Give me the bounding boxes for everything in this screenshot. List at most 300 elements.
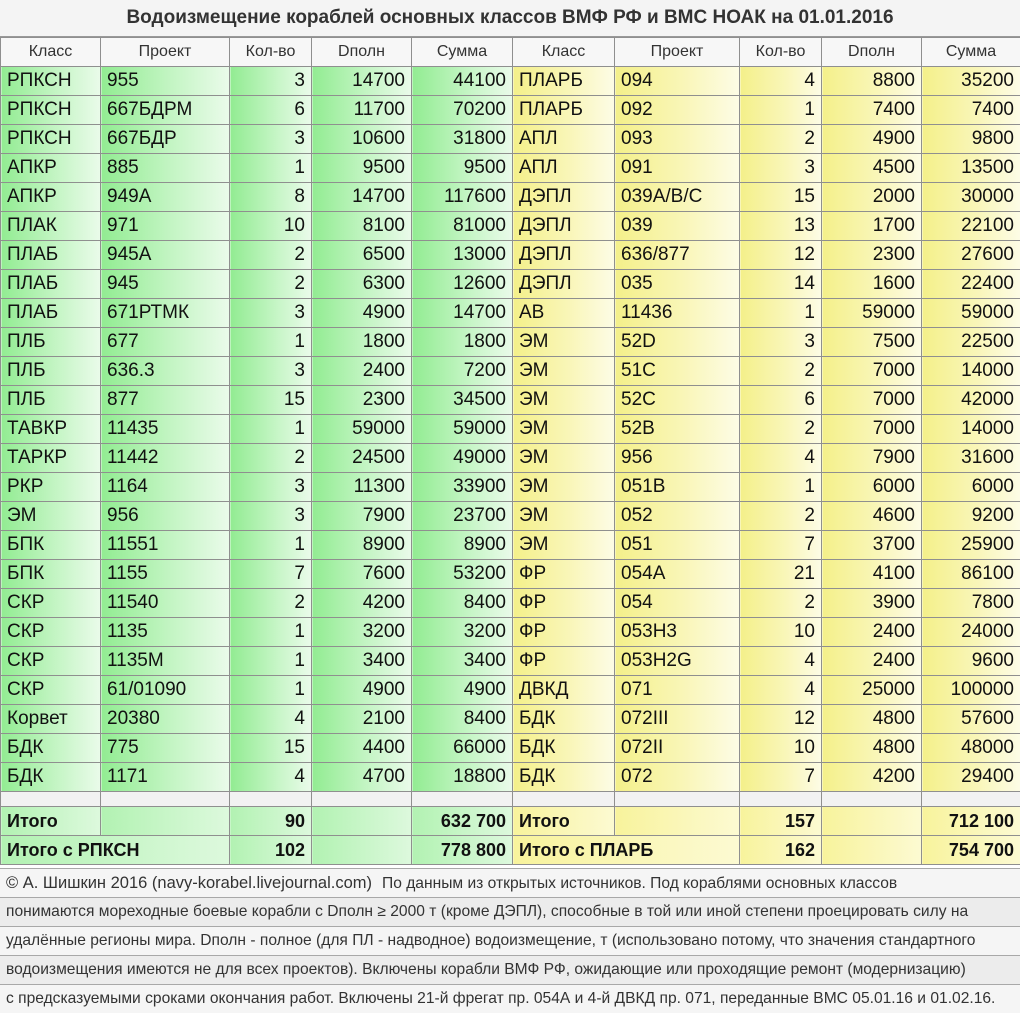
table-row <box>1 560 1020 589</box>
russia-displacement-cell: 4900 <box>312 299 412 328</box>
russia-sum-cell: 14700 <box>412 299 513 328</box>
russia-sum-cell: 70200 <box>412 96 513 125</box>
china-project-cell: 039 <box>615 212 740 241</box>
china-sum-cell: 9600 <box>922 647 1020 676</box>
china-project-cell: 093 <box>615 125 740 154</box>
total-with-ssbn-row <box>1 836 1020 865</box>
china-sum-cell: 42000 <box>922 386 1020 415</box>
china-count-cell: 7 <box>740 531 822 560</box>
russia-project-cell: 945А <box>101 241 230 270</box>
russia-project-cell: 671РТМК <box>101 299 230 328</box>
table-row <box>1 183 1020 212</box>
russia-displacement-cell: 3200 <box>312 618 412 647</box>
china-count-cell: 4 <box>740 676 822 705</box>
table-row <box>1 502 1020 531</box>
russia-displacement-cell: 4200 <box>312 589 412 618</box>
table-row <box>1 531 1020 560</box>
china-project-cell: 072 <box>615 763 740 792</box>
russia-class-cell: СКР <box>1 676 101 705</box>
russia-project-cell: 667БДР <box>101 125 230 154</box>
china-displacement-cell: 7900 <box>822 444 922 473</box>
russia-class-cell: БДК <box>1 763 101 792</box>
china-sum-cell: 22100 <box>922 212 1020 241</box>
china-count-cell: 13 <box>740 212 822 241</box>
header-russia-sum: Сумма <box>412 38 513 67</box>
china-project-cell: 071 <box>615 676 740 705</box>
china-total-count: 157 <box>740 807 822 836</box>
russia-class-cell: БПК <box>1 531 101 560</box>
russia-project-cell: 1171 <box>101 763 230 792</box>
china-count-cell: 6 <box>740 386 822 415</box>
russia-count-cell: 8 <box>230 183 312 212</box>
header-russia-project: Проект <box>101 38 230 67</box>
russia-displacement-cell: 4400 <box>312 734 412 763</box>
china-sum-cell: 35200 <box>922 67 1020 96</box>
china-sum-cell: 9200 <box>922 502 1020 531</box>
china-project-cell: 091 <box>615 154 740 183</box>
china-sum-cell: 13500 <box>922 154 1020 183</box>
china-displacement-cell: 4500 <box>822 154 922 183</box>
russia-count-cell: 15 <box>230 386 312 415</box>
russia-sum-cell: 34500 <box>412 386 513 415</box>
china-class-cell: ЭМ <box>513 357 615 386</box>
china-displacement-cell: 7000 <box>822 357 922 386</box>
china-project-cell: 072II <box>615 734 740 763</box>
russia-sum-cell: 3200 <box>412 618 513 647</box>
china-displacement-cell: 8800 <box>822 67 922 96</box>
russia-displacement-cell: 7600 <box>312 560 412 589</box>
china-class-cell: ПЛАРБ <box>513 67 615 96</box>
russia-sum-cell: 117600 <box>412 183 513 212</box>
china-total-label: Итого <box>513 807 615 836</box>
russia-sum-cell: 44100 <box>412 67 513 96</box>
china-count-cell: 10 <box>740 618 822 647</box>
china-displacement-cell: 7400 <box>822 96 922 125</box>
china-sum-cell: 14000 <box>922 415 1020 444</box>
russia-displacement-cell: 8100 <box>312 212 412 241</box>
russia-count-cell: 6 <box>230 96 312 125</box>
russia-class-cell: СКР <box>1 647 101 676</box>
russia-displacement-cell: 7900 <box>312 502 412 531</box>
china-count-cell: 3 <box>740 328 822 357</box>
russia-sum-cell: 8400 <box>412 589 513 618</box>
russia-sum-cell: 53200 <box>412 560 513 589</box>
table-row <box>1 705 1020 734</box>
russia-sum-cell: 4900 <box>412 676 513 705</box>
china-class-cell: БДК <box>513 763 615 792</box>
displacement-table <box>0 37 1020 865</box>
russia-displacement-cell: 2100 <box>312 705 412 734</box>
china-class-cell: ФР <box>513 589 615 618</box>
table-row <box>1 763 1020 792</box>
china-count-cell: 4 <box>740 647 822 676</box>
header-russia-class: Класс <box>1 38 101 67</box>
russia-project-cell: 1155 <box>101 560 230 589</box>
china-sum-cell: 14000 <box>922 357 1020 386</box>
russia-count-cell: 3 <box>230 299 312 328</box>
china-displacement-cell: 2000 <box>822 183 922 212</box>
header-russia-count: Кол-во <box>230 38 312 67</box>
russia-displacement-cell: 6500 <box>312 241 412 270</box>
russia-count-cell: 2 <box>230 270 312 299</box>
china-count-cell: 10 <box>740 734 822 763</box>
china-class-cell: ЭМ <box>513 531 615 560</box>
russia-project-cell: 667БДРМ <box>101 96 230 125</box>
russia-displacement-cell: 11700 <box>312 96 412 125</box>
russia-class-cell: РПКСН <box>1 67 101 96</box>
china-sum-cell: 25900 <box>922 531 1020 560</box>
china-count-cell: 2 <box>740 589 822 618</box>
china-displacement-cell: 3900 <box>822 589 922 618</box>
russia-sum-cell: 33900 <box>412 473 513 502</box>
china-total-sum: 712 100 <box>922 807 1020 836</box>
russia-displacement-cell: 11300 <box>312 473 412 502</box>
russia-class-cell: ПЛБ <box>1 357 101 386</box>
header-china-count: Кол-во <box>740 38 822 67</box>
totals-body <box>1 792 1020 865</box>
russia-project-cell: 775 <box>101 734 230 763</box>
russia-project-cell: 949А <box>101 183 230 212</box>
russia-total-ssbn-sum: 778 800 <box>412 836 513 865</box>
china-class-cell: АВ <box>513 299 615 328</box>
table-row <box>1 676 1020 705</box>
russia-count-cell: 2 <box>230 444 312 473</box>
russia-total-count: 90 <box>230 807 312 836</box>
russia-project-cell: 1135М <box>101 647 230 676</box>
footnote-text-1: По данным из открытых источников. Под кораблями основных классов <box>382 875 898 892</box>
china-class-cell: БДК <box>513 734 615 763</box>
china-displacement-cell: 59000 <box>822 299 922 328</box>
header-russia-displacement: Dполн <box>312 38 412 67</box>
china-project-cell: 054A <box>615 560 740 589</box>
russia-count-cell: 4 <box>230 763 312 792</box>
china-displacement-cell: 2400 <box>822 618 922 647</box>
china-class-cell: ДЭПЛ <box>513 212 615 241</box>
russia-displacement-cell: 4700 <box>312 763 412 792</box>
russia-class-cell: БДК <box>1 734 101 763</box>
china-sum-cell: 22400 <box>922 270 1020 299</box>
china-displacement-cell: 25000 <box>822 676 922 705</box>
russia-displacement-cell: 14700 <box>312 183 412 212</box>
china-project-cell: 035 <box>615 270 740 299</box>
russia-project-cell: 971 <box>101 212 230 241</box>
china-class-cell: ФР <box>513 647 615 676</box>
table-row <box>1 415 1020 444</box>
russia-count-cell: 1 <box>230 415 312 444</box>
china-displacement-cell: 2300 <box>822 241 922 270</box>
russia-sum-cell: 8900 <box>412 531 513 560</box>
china-displacement-cell: 4100 <box>822 560 922 589</box>
russia-project-cell: 11551 <box>101 531 230 560</box>
china-class-cell: ФР <box>513 618 615 647</box>
china-displacement-cell: 4800 <box>822 705 922 734</box>
china-count-cell: 2 <box>740 125 822 154</box>
russia-total-ssbn-count: 102 <box>230 836 312 865</box>
russia-count-cell: 15 <box>230 734 312 763</box>
russia-class-cell: СКР <box>1 618 101 647</box>
russia-sum-cell: 18800 <box>412 763 513 792</box>
russia-sum-cell: 9500 <box>412 154 513 183</box>
china-class-cell: АПЛ <box>513 125 615 154</box>
china-class-cell: ЭМ <box>513 502 615 531</box>
china-displacement-cell: 6000 <box>822 473 922 502</box>
russia-project-cell: 11442 <box>101 444 230 473</box>
table-row <box>1 386 1020 415</box>
footnote-line-5: с предсказуемыми сроками окончания работ. Включены 21-й фрегат пр. 054А и 4-й ДВКД пр. 071, переданные ВМС 05.01.16 и 01.02.16. <box>0 984 1020 1013</box>
russia-displacement-cell: 6300 <box>312 270 412 299</box>
china-project-cell: 51C <box>615 357 740 386</box>
russia-project-cell: 956 <box>101 502 230 531</box>
russia-project-cell: 1164 <box>101 473 230 502</box>
china-count-cell: 1 <box>740 473 822 502</box>
russia-class-cell: ТАРКР <box>1 444 101 473</box>
china-displacement-cell: 4200 <box>822 763 922 792</box>
china-project-cell: 054 <box>615 589 740 618</box>
russia-count-cell: 1 <box>230 676 312 705</box>
china-count-cell: 2 <box>740 415 822 444</box>
russia-sum-cell: 31800 <box>412 125 513 154</box>
china-project-cell: 52C <box>615 386 740 415</box>
china-count-cell: 1 <box>740 299 822 328</box>
russia-total-sum: 632 700 <box>412 807 513 836</box>
china-sum-cell: 31600 <box>922 444 1020 473</box>
china-project-cell: 051B <box>615 473 740 502</box>
russia-project-cell: 11435 <box>101 415 230 444</box>
russia-count-cell: 3 <box>230 357 312 386</box>
china-class-cell: БДК <box>513 705 615 734</box>
russia-sum-cell: 12600 <box>412 270 513 299</box>
china-displacement-cell: 3700 <box>822 531 922 560</box>
china-project-cell: 11436 <box>615 299 740 328</box>
russia-count-cell: 3 <box>230 502 312 531</box>
china-count-cell: 14 <box>740 270 822 299</box>
china-count-cell: 12 <box>740 705 822 734</box>
china-class-cell: АПЛ <box>513 154 615 183</box>
china-count-cell: 15 <box>740 183 822 212</box>
china-displacement-cell: 4600 <box>822 502 922 531</box>
china-sum-cell: 6000 <box>922 473 1020 502</box>
china-displacement-cell: 1700 <box>822 212 922 241</box>
russia-project-cell: 11540 <box>101 589 230 618</box>
russia-project-cell: 677 <box>101 328 230 357</box>
china-sum-cell: 100000 <box>922 676 1020 705</box>
china-sum-cell: 27600 <box>922 241 1020 270</box>
spacer-row <box>1 792 1020 807</box>
china-displacement-cell: 7000 <box>822 386 922 415</box>
china-count-cell: 1 <box>740 96 822 125</box>
russia-class-cell: СКР <box>1 589 101 618</box>
china-total-ssbn-label: Итого с ПЛАРБ <box>513 836 740 865</box>
russia-displacement-cell: 3400 <box>312 647 412 676</box>
table-body <box>1 67 1020 792</box>
china-class-cell: ДЭПЛ <box>513 241 615 270</box>
russia-displacement-cell: 8900 <box>312 531 412 560</box>
table-title: Водоизмещение кораблей основных классов ВМФ РФ и ВМС НОАК на 01.01.2016 <box>0 0 1020 37</box>
russia-count-cell: 4 <box>230 705 312 734</box>
russia-class-cell: БПК <box>1 560 101 589</box>
table-row <box>1 212 1020 241</box>
russia-displacement-cell: 10600 <box>312 125 412 154</box>
china-project-cell: 52B <box>615 415 740 444</box>
russia-project-cell: 877 <box>101 386 230 415</box>
russia-sum-cell: 7200 <box>412 357 513 386</box>
russia-count-cell: 1 <box>230 618 312 647</box>
china-sum-cell: 24000 <box>922 618 1020 647</box>
table-row <box>1 328 1020 357</box>
russia-count-cell: 10 <box>230 212 312 241</box>
russia-displacement-cell: 24500 <box>312 444 412 473</box>
russia-count-cell: 2 <box>230 589 312 618</box>
table-row <box>1 473 1020 502</box>
russia-class-cell: ЭМ <box>1 502 101 531</box>
russia-class-cell: РПКСН <box>1 96 101 125</box>
china-project-cell: 053H3 <box>615 618 740 647</box>
russia-displacement-cell: 59000 <box>312 415 412 444</box>
china-project-cell: 092 <box>615 96 740 125</box>
footnote-line-3: удалённые регионы мира. Dполн - полное (для ПЛ - надводное) водоизмещение, т (использовано потому, что значения стандартного <box>0 926 1020 955</box>
russia-class-cell: ПЛБ <box>1 328 101 357</box>
china-count-cell: 3 <box>740 154 822 183</box>
russia-project-cell: 20380 <box>101 705 230 734</box>
table-row <box>1 734 1020 763</box>
china-class-cell: ЭМ <box>513 386 615 415</box>
russia-count-cell: 1 <box>230 328 312 357</box>
china-project-cell: 072III <box>615 705 740 734</box>
russia-sum-cell: 23700 <box>412 502 513 531</box>
russia-class-cell: РПКСН <box>1 125 101 154</box>
russia-class-cell: ПЛАБ <box>1 241 101 270</box>
russia-displacement-cell: 2300 <box>312 386 412 415</box>
china-project-cell: 52D <box>615 328 740 357</box>
russia-total-ssbn-label: Итого с РПКСН <box>1 836 230 865</box>
russia-sum-cell: 13000 <box>412 241 513 270</box>
china-displacement-cell: 1600 <box>822 270 922 299</box>
china-project-cell: 956 <box>615 444 740 473</box>
china-sum-cell: 48000 <box>922 734 1020 763</box>
china-class-cell: ЭМ <box>513 328 615 357</box>
russia-project-cell: 945 <box>101 270 230 299</box>
china-sum-cell: 9800 <box>922 125 1020 154</box>
russia-class-cell: РКР <box>1 473 101 502</box>
russia-displacement-cell: 4900 <box>312 676 412 705</box>
copyright: © А. Шишкин 2016 (navy-korabel.livejournal.com) <box>6 874 372 892</box>
footnote <box>0 868 1020 1013</box>
china-class-cell: ПЛАРБ <box>513 96 615 125</box>
table-row <box>1 270 1020 299</box>
china-count-cell: 2 <box>740 357 822 386</box>
russia-count-cell: 2 <box>230 241 312 270</box>
china-project-cell: 052 <box>615 502 740 531</box>
china-total-ssbn-count: 162 <box>740 836 822 865</box>
china-displacement-cell: 4800 <box>822 734 922 763</box>
china-project-cell: 636/877 <box>615 241 740 270</box>
russia-count-cell: 1 <box>230 531 312 560</box>
china-sum-cell: 22500 <box>922 328 1020 357</box>
russia-sum-cell: 66000 <box>412 734 513 763</box>
china-count-cell: 2 <box>740 502 822 531</box>
table-row <box>1 444 1020 473</box>
china-sum-cell: 86100 <box>922 560 1020 589</box>
table-row <box>1 589 1020 618</box>
china-count-cell: 4 <box>740 67 822 96</box>
china-project-cell: 053H2G <box>615 647 740 676</box>
russia-class-cell: ПЛАБ <box>1 270 101 299</box>
header-china-project: Проект <box>615 38 740 67</box>
china-count-cell: 4 <box>740 444 822 473</box>
china-class-cell: ЭМ <box>513 444 615 473</box>
china-class-cell: ДЭПЛ <box>513 270 615 299</box>
russia-project-cell: 885 <box>101 154 230 183</box>
china-class-cell: ЭМ <box>513 415 615 444</box>
china-displacement-cell: 2400 <box>822 647 922 676</box>
china-sum-cell: 57600 <box>922 705 1020 734</box>
table-row <box>1 618 1020 647</box>
china-class-cell: ЭМ <box>513 473 615 502</box>
russia-count-cell: 1 <box>230 647 312 676</box>
table-row <box>1 67 1020 96</box>
russia-displacement-cell: 9500 <box>312 154 412 183</box>
footnote-line-4: водоизмещения имеются не для всех проектов). Включены корабли ВМФ РФ, ожидающие или проходящие ремонт (модернизацию) <box>0 955 1020 984</box>
china-class-cell: ДЭПЛ <box>513 183 615 212</box>
footnote-line-1 <box>0 868 1020 897</box>
russia-class-cell: АПКР <box>1 154 101 183</box>
russia-displacement-cell: 1800 <box>312 328 412 357</box>
russia-displacement-cell: 14700 <box>312 67 412 96</box>
china-project-cell: 051 <box>615 531 740 560</box>
russia-class-cell: АПКР <box>1 183 101 212</box>
total-row <box>1 807 1020 836</box>
china-sum-cell: 59000 <box>922 299 1020 328</box>
russia-project-cell: 636.3 <box>101 357 230 386</box>
russia-project-cell: 61/01090 <box>101 676 230 705</box>
table-row <box>1 125 1020 154</box>
china-total-ssbn-sum: 754 700 <box>922 836 1020 865</box>
china-sum-cell: 7800 <box>922 589 1020 618</box>
china-displacement-cell: 7000 <box>822 415 922 444</box>
table-row <box>1 357 1020 386</box>
russia-total-label: Итого <box>1 807 101 836</box>
china-count-cell: 12 <box>740 241 822 270</box>
china-count-cell: 21 <box>740 560 822 589</box>
russia-project-cell: 955 <box>101 67 230 96</box>
china-sum-cell: 30000 <box>922 183 1020 212</box>
russia-class-cell: ТАВКР <box>1 415 101 444</box>
russia-class-cell: ПЛБ <box>1 386 101 415</box>
header-row <box>1 38 1020 67</box>
china-class-cell: ФР <box>513 560 615 589</box>
china-sum-cell: 7400 <box>922 96 1020 125</box>
russia-count-cell: 3 <box>230 473 312 502</box>
russia-sum-cell: 3400 <box>412 647 513 676</box>
russia-class-cell: ПЛАК <box>1 212 101 241</box>
russia-sum-cell: 59000 <box>412 415 513 444</box>
table-row <box>1 647 1020 676</box>
russia-sum-cell: 49000 <box>412 444 513 473</box>
header-china-class: Класс <box>513 38 615 67</box>
header-china-displacement: Dполн <box>822 38 922 67</box>
china-displacement-cell: 4900 <box>822 125 922 154</box>
china-project-cell: 039A/B/C <box>615 183 740 212</box>
russia-count-cell: 1 <box>230 154 312 183</box>
table-row <box>1 299 1020 328</box>
russia-sum-cell: 1800 <box>412 328 513 357</box>
russia-project-cell: 1135 <box>101 618 230 647</box>
russia-class-cell: ПЛАБ <box>1 299 101 328</box>
china-displacement-cell: 7500 <box>822 328 922 357</box>
china-class-cell: ДВКД <box>513 676 615 705</box>
china-sum-cell: 29400 <box>922 763 1020 792</box>
table-row <box>1 241 1020 270</box>
